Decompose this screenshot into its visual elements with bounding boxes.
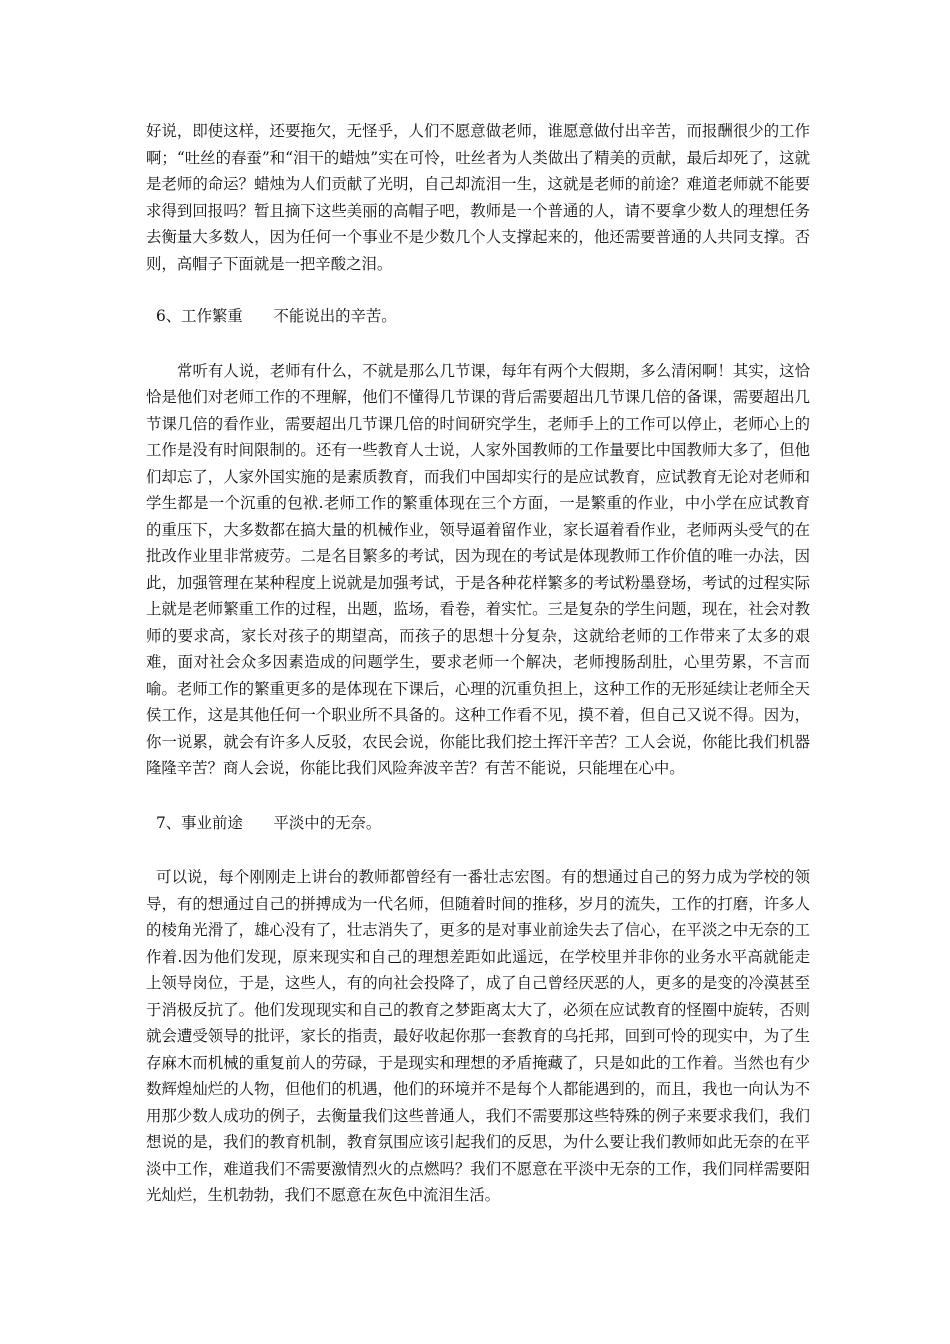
document-page <box>146 118 810 1209</box>
paragraph-gap <box>146 782 810 810</box>
paragraph-career: 可以说，每个刚刚走上讲台的教师都曾经有一番壮志宏图。有的想通过自己的努力成为学校的领导，有的想通过自己的拼搏成为一代名师，但随着时间的推移，岁月的流失，工作的打磨，许多人的棱角光滑了，雄心没有了，壮志消失了，更多的是对事业前途失去了信心，在平淡之中无奈的工作着.因为他们发现，原来现实和自己的理想差距如此遥远，在学校里并非你的业务水平高就能走上领导岗位，于是，这些人，有的向社会投降了，成了自己曾经厌恶的人，更多的是变的冷漠甚至于消极反抗了。他们发现现实和自己的教育之梦距离太大了，必须在应试教育的怪圈中旋转，否则就会遭受领导的批评，家长的指责，最好收起你那一套教育的乌托邦，回到可怜的现实中，为了生存麻木而机械的重复前人的劳碌，于是现实和理想的矛盾掩藏了，只是如此的工作着。当然也有少数辉煌灿烂的人物，但他们的机遇，他们的环境并不是每个人都能遇到的，而且，我也一向认为不用那少数人成功的例子，去衡量我们这些普通人，我们不需要那这些特殊的例子来要求我们，我们想说的是，我们的教育机制，教育氛围应该引起我们的反思，为什么要让我们教师如此无奈的在平淡中工作，难道我们不需要激情烈火的点燃吗？我们不愿意在平淡中无奈的工作，我们同样需要阳光灿烂，生机勃勃，我们不愿意在灰色中流泪生活。 <box>146 868 810 1204</box>
paragraph-continuation: 好说，即使这样，还要拖欠，无怪乎，人们不愿意做老师，谁愿意做付出辛苦，而报酬很少的工作啊；“吐丝的春蚕”和“泪干的蜡烛”实在可怜，吐丝者为人类做出了精美的贡献，最后却死了，这就是老师的命运？蜡烛为人们贡献了光明，自己却流泪一生，这就是老师的前途？难道老师就不能要求得到回报吗？暂且摘下这些美丽的高帽子吧，教师是一个普通的人，请不要拿少数人的理想任务去衡量大多数人，因为任何一个事业不是少数几个人支撑起来的，他还需要普通的人共同支撑。否则，高帽子下面就是一把辛酸之泪。 <box>146 122 810 273</box>
section-heading-6: 6、工作繁重 不能说出的辛苦。 <box>156 307 397 325</box>
section-heading-7: 7、事业前途 平淡中的无奈。 <box>156 813 382 832</box>
paragraph-gap <box>146 277 810 303</box>
paragraph-gap <box>146 836 810 864</box>
paragraph-workload: 常听有人说，老师有什么，不就是那么几节课，每年有两个大假期，多么清闲啊！其实，这恰恰是他们对老师工作的不理解，他们不懂得几节课的背后需要超出几节课几倍的备课，需要超出几节课几倍的看作业，需要超出几节课几倍的时间研究学生，老师手上的工作可以停止，老师心上的工作是没有时间限制的。还有一些教育人士说，人家外国教师的工作量要比中国教师大多了，但他们却忘了，人家外国实施的是素质教育，而我们中国却实行的是应试教育，应试教育无论对老师和学生都是一个沉重的包袱.老师工作的繁重体现在三个方面，一是繁重的作业，中小学在应试教育的重压下，大多数都在搞大量的机械作业，领导逼着留作业，家长逼着看作业，老师两头受气的在批改作业里非常疲劳。二是名目繁多的考试，因为现在的考试是体现教师工作价值的唯一办法，因此，加强管理在某种程度上说就是加强考试，于是各种花样繁多的考试粉墨登场，考试的过程实际上就是老师繁重工作的过程，出题，监场，看卷，着实忙。三是复杂的学生问题，现在，社会对教师的要求高，家长对孩子的期望高，而孩子的思想十分复杂，这就给老师的工作带来了太多的艰难，面对社会众多因素造成的问题学生，要求老师一个解决，老师搜肠刮肚，心里劳累，不言而喻。老师工作的繁重更多的是体现在下课后，心理的沉重负担上，这种工作的无形延续让老师全天侯工作，这是其他任何一个职业所不具备的。这种工作看不见，摸不着，但自己又说不得。因为，你一说累，就会有许多人反驳，农民会说，你能比我们挖土挥汗辛苦？工人会说，你能比我们机器隆隆辛苦？商人会说，你能比我们风险奔波辛苦？有苦不能说，只能埋在心中。 <box>146 361 810 777</box>
paragraph-gap <box>146 330 810 358</box>
